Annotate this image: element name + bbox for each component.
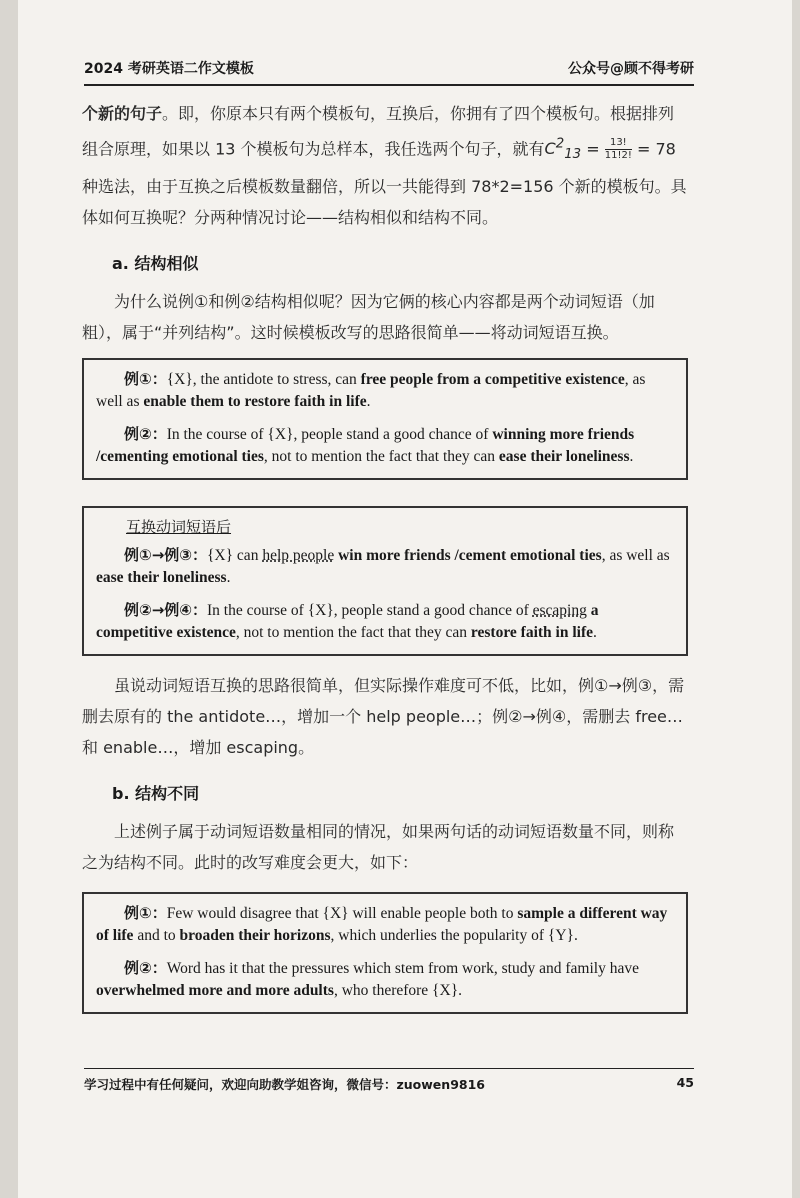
page-footer bbox=[84, 1068, 694, 1093]
example-label: 例②： bbox=[124, 958, 167, 977]
bold-phrase: sample a different way of life bbox=[96, 904, 668, 944]
text: . bbox=[366, 392, 371, 410]
example-b-1 bbox=[96, 902, 674, 947]
combination-symbol bbox=[544, 137, 582, 163]
example-4 bbox=[96, 599, 674, 644]
bold-phrase: restore faith in life bbox=[470, 623, 593, 641]
header-account: 公众号@顾不得考研 bbox=[568, 61, 694, 77]
example-label: 例②→例④： bbox=[124, 600, 207, 619]
page-content bbox=[82, 98, 688, 1014]
example-label: 例①： bbox=[124, 903, 167, 922]
header-title: 2024 考研英语二作文模板 bbox=[84, 61, 254, 77]
combo-sub: 13 bbox=[564, 147, 582, 163]
example-label: 例②： bbox=[124, 424, 167, 443]
section-a-paragraph: 为什么说例①和例②结构相似呢？因为它俩的核心内容都是两个动词短语（加粗），属于“并列结构”。这时候模板改写的思路很简单——将动词短语互换。 bbox=[82, 291, 655, 342]
combo-sup: 2 bbox=[555, 137, 565, 152]
section-b-title: b. 结构不同 bbox=[112, 783, 200, 803]
bold-phrase: broaden their horizons bbox=[179, 926, 331, 944]
underlined-phrase: escaping bbox=[532, 601, 587, 619]
text: , which underlies the popularity of {Y}. bbox=[330, 926, 578, 944]
book-page bbox=[18, 0, 792, 1198]
example-label: 例①： bbox=[124, 369, 167, 388]
text: , not to mention the fact that they can bbox=[263, 447, 499, 465]
example-box-2 bbox=[82, 506, 688, 656]
underlined-phrase: help people bbox=[262, 546, 335, 564]
text: In the course of {X}, people stand a good chance of bbox=[166, 425, 493, 443]
text: , as well as bbox=[601, 546, 670, 564]
box-2-title: 互换动词短语后 bbox=[126, 517, 232, 536]
after-box-paragraph: 虽说动词短语互换的思路很简单，但实际操作难度可不低，比如，例①→例③，需删去原有的 the antidote…，增加一个 help people…；例②→例④，需删去 free…和 enable…，增加 escaping。 bbox=[82, 675, 685, 757]
bold-phrase: win more friends /cement emotional ties bbox=[334, 546, 602, 564]
fraction-denominator: 11!2! bbox=[604, 150, 632, 162]
text: Few would disagree that {X} will enable people both to bbox=[166, 904, 518, 922]
equals-sign: = bbox=[586, 139, 600, 159]
page-header bbox=[84, 58, 694, 86]
text: , as well as bbox=[96, 370, 646, 410]
section-b-paragraph: 上述例子属于动词短语数量相同的情况，如果两句话的动词短语数量不同，则称之为结构不同。此时的改写难度会更大，如下： bbox=[82, 821, 675, 872]
combo-letter: C bbox=[544, 139, 556, 159]
fraction-numerator: 13! bbox=[605, 137, 632, 150]
example-label: 例①→例③： bbox=[124, 545, 207, 564]
example-box-3 bbox=[82, 892, 688, 1014]
page-number: 45 bbox=[676, 1075, 694, 1090]
text: {X}, the antidote to stress, can bbox=[166, 370, 361, 388]
text: {X} can bbox=[206, 546, 263, 564]
bold-phrase: overwhelmed more and more adults bbox=[96, 981, 334, 999]
text: . bbox=[629, 447, 634, 465]
intro-text-1: 。即，你原本只有两个模板句，互换后，你拥有了四个模板句。根据排列组合原理，如果以 13 个模板句为总样本，我任选两个句子，就有 bbox=[82, 104, 675, 159]
text: . bbox=[593, 623, 597, 641]
bold-phrase: enable them to restore faith in life bbox=[143, 392, 367, 410]
intro-paragraph bbox=[82, 98, 688, 233]
text: and to bbox=[133, 926, 180, 944]
bold-phrase: a competitive existence bbox=[96, 601, 599, 641]
example-box-1 bbox=[82, 358, 688, 480]
fraction bbox=[605, 137, 632, 162]
example-3 bbox=[96, 544, 674, 589]
example-1 bbox=[96, 368, 674, 413]
bold-phrase: ease their loneliness bbox=[498, 447, 630, 465]
text: . bbox=[226, 568, 231, 586]
intro-lead: 个新的句子 bbox=[82, 104, 163, 123]
intro-text-2: = 78种选法，由于互换之后模板数量翻倍，所以一共能得到 78*2=156 个新的模板句。具体如何互换呢？分两种情况讨论——结构相似和结构不同。 bbox=[82, 139, 687, 227]
text: , not to mention the fact that they can bbox=[235, 623, 471, 641]
bold-phrase: ease their loneliness bbox=[96, 568, 227, 586]
text: Word has it that the pressures which stem from work, study and family have bbox=[166, 959, 639, 977]
footer-note: 学习过程中有任何疑问，欢迎向助教学姐咨询，微信号：zuowen9816 bbox=[84, 1077, 485, 1092]
bold-phrase: free people from a competitive existence bbox=[360, 370, 625, 388]
bold-phrase: winning more friends /cementing emotional ties bbox=[96, 425, 635, 465]
example-b-2 bbox=[96, 957, 674, 1002]
text: , who therefore {X}. bbox=[333, 981, 463, 999]
section-a-title: a. 结构相似 bbox=[112, 253, 199, 273]
text: In the course of {X}, people stand a good chance of bbox=[206, 601, 533, 619]
example-2 bbox=[96, 423, 674, 468]
